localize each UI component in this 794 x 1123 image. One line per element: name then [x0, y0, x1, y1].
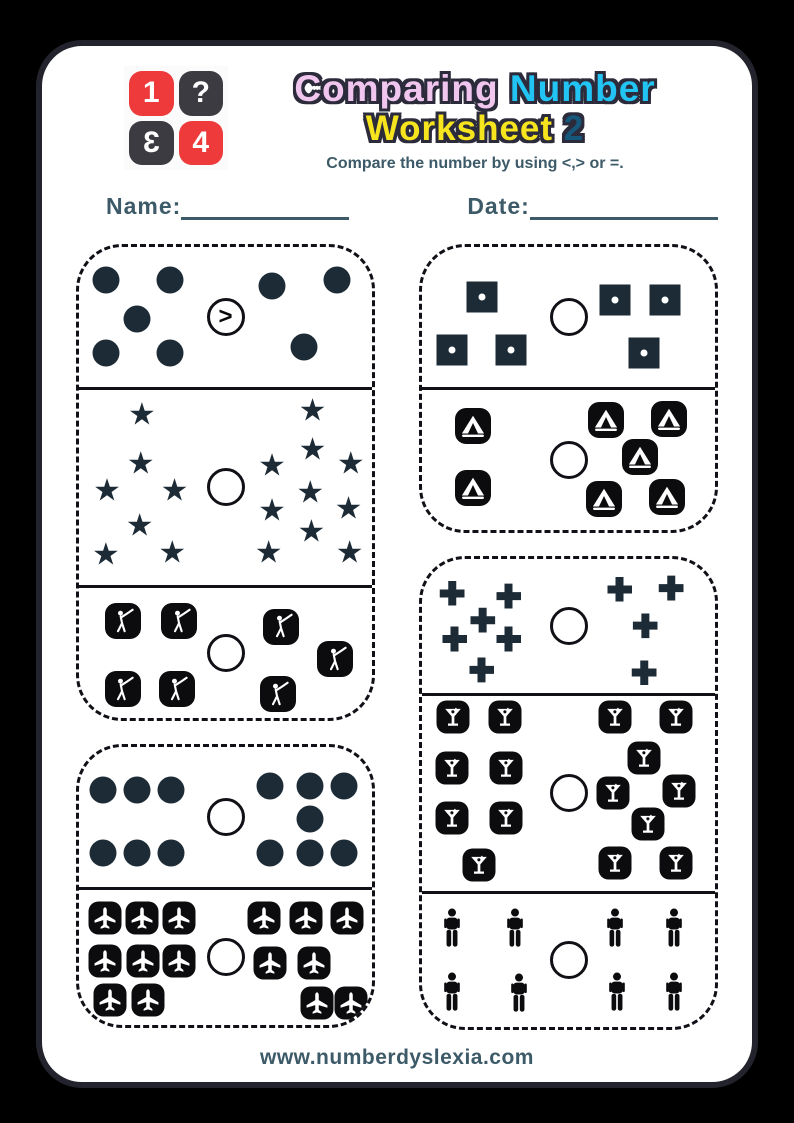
- number-logo: [124, 66, 228, 170]
- plus-icon: [440, 581, 465, 606]
- left-group: [432, 247, 545, 387]
- answer-circle[interactable]: [550, 774, 588, 812]
- airplane-icon: [289, 901, 322, 934]
- star-icon: ★: [127, 396, 156, 433]
- answer-circle-wrap: [202, 247, 250, 387]
- title-block: [228, 66, 722, 173]
- website-footer: www.numberdyslexia.com: [260, 1046, 534, 1069]
- answer-circle-wrap: [202, 890, 250, 1025]
- box-top-left: [76, 244, 375, 721]
- airplane-icon: [131, 984, 164, 1017]
- left-group: [432, 390, 545, 530]
- golfer-icon: [159, 671, 195, 707]
- airplane-icon: [163, 901, 196, 934]
- name-blank-line[interactable]: [181, 196, 349, 220]
- box-top-left-section-2-star: [79, 387, 372, 585]
- left-group: [89, 890, 202, 1025]
- logo-tile-2: ?: [179, 71, 224, 116]
- title-word-worksheet: Worksheet: [365, 109, 554, 149]
- dot-icon: [124, 777, 151, 804]
- dot-icon: [297, 840, 324, 867]
- airplane-icon: [125, 901, 158, 934]
- left-group: [89, 247, 202, 387]
- right-group: [250, 588, 363, 718]
- dot-icon: [290, 334, 317, 361]
- box-bottom-right: [419, 556, 718, 1030]
- square-dot-icon: [437, 335, 468, 366]
- tent-icon: [649, 479, 685, 515]
- airplane-icon: [253, 946, 286, 979]
- tent-icon: [455, 470, 491, 506]
- answer-circle-wrap: [202, 390, 250, 585]
- dot-icon: [158, 840, 185, 867]
- right-group: [250, 390, 363, 585]
- box-bottom-left-section-2-airplane: [79, 887, 372, 1025]
- dot-icon: [124, 840, 151, 867]
- answer-circle-wrap: [202, 747, 250, 887]
- right-group: [250, 747, 363, 887]
- answer-circle[interactable]: [207, 468, 245, 506]
- martini-icon: [490, 802, 523, 835]
- answer-circle[interactable]: [207, 634, 245, 672]
- star-icon: ★: [296, 474, 325, 511]
- answer-circle[interactable]: [550, 298, 588, 336]
- date-blank-line[interactable]: [530, 196, 718, 220]
- box-bottom-right-section-3-person: [422, 891, 715, 1027]
- martini-icon: [436, 802, 469, 835]
- answer-circle-wrap: [545, 559, 593, 693]
- star-icon: ★: [336, 445, 365, 482]
- tent-icon: [588, 402, 624, 438]
- star-icon: ★: [125, 507, 154, 544]
- left-group: [432, 894, 545, 1027]
- tent-icon: [455, 408, 491, 444]
- dot-icon: [297, 772, 324, 799]
- right-group: [593, 894, 706, 1027]
- answer-circle-wrap: [545, 894, 593, 1027]
- star-icon: ★: [254, 534, 283, 571]
- tent-icon: [586, 481, 622, 517]
- box-bottom-right-section-1-plus: [422, 559, 715, 693]
- martini-icon: [463, 849, 496, 882]
- box-top-right-section-2-tent: [422, 387, 715, 530]
- airplane-icon: [88, 901, 121, 934]
- left-column: [76, 244, 375, 1042]
- airplane-icon: [331, 901, 364, 934]
- person-icon: [505, 908, 525, 948]
- plus-icon: [442, 627, 467, 652]
- person-icon: [664, 908, 684, 948]
- answer-circle[interactable]: [550, 941, 588, 979]
- person-icon: [607, 972, 627, 1012]
- dot-icon: [157, 267, 184, 294]
- square-dot-icon: [649, 284, 680, 315]
- box-top-left-section-1-dot: [79, 247, 372, 387]
- airplane-icon: [301, 987, 334, 1020]
- box-top-right-section-1-square-dot: [422, 247, 715, 387]
- dot-icon: [92, 340, 119, 367]
- plus-icon: [470, 608, 495, 633]
- star-icon: ★: [298, 392, 327, 429]
- right-group: [250, 890, 363, 1025]
- left-group: [432, 696, 545, 891]
- dot-icon: [89, 840, 116, 867]
- person-icon: [509, 973, 529, 1013]
- martini-icon: [663, 775, 696, 808]
- name-field: [106, 193, 349, 220]
- page-title-line1: [228, 68, 722, 109]
- square-dot-icon: [629, 338, 660, 369]
- answer-circle[interactable]: [207, 798, 245, 836]
- box-bottom-left: [76, 744, 375, 1028]
- plus-icon: [469, 657, 494, 682]
- airplane-icon: [94, 984, 127, 1017]
- star-icon: ★: [258, 447, 286, 484]
- dot-icon: [297, 806, 324, 833]
- title-word-comparing: Comparing: [294, 68, 499, 109]
- square-dot-icon: [600, 284, 631, 315]
- tent-icon: [622, 439, 658, 475]
- airplane-icon: [163, 945, 196, 978]
- box-bottom-left-section-1-dot: [79, 747, 372, 887]
- star-icon: ★: [297, 513, 326, 550]
- plus-icon: [633, 613, 658, 638]
- dot-icon: [124, 306, 151, 333]
- right-group: [593, 559, 706, 693]
- star-icon: ★: [258, 492, 286, 529]
- airplane-icon: [127, 945, 160, 978]
- martini-icon: [489, 701, 522, 734]
- martini-icon: [628, 742, 661, 775]
- airplane-icon: [297, 946, 330, 979]
- golfer-icon: [263, 609, 299, 645]
- logo-tile-4: 4: [179, 121, 224, 166]
- answer-circle-wrap: [545, 696, 593, 891]
- person-icon: [605, 908, 625, 948]
- answer-circle[interactable]: [550, 441, 588, 479]
- person-icon: [664, 972, 684, 1012]
- plus-icon: [632, 660, 657, 685]
- title-word-number: Number: [509, 68, 656, 109]
- martini-icon: [599, 847, 632, 880]
- logo-tile-3: 3: [129, 121, 174, 166]
- plus-icon: [496, 584, 521, 609]
- star-icon: ★: [335, 534, 364, 571]
- square-dot-icon: [466, 282, 497, 313]
- dot-icon: [331, 840, 358, 867]
- worksheet-page: [36, 40, 758, 1088]
- right-column: [419, 244, 718, 1042]
- box-top-right: [419, 244, 718, 533]
- answer-circle-wrap: [202, 588, 250, 718]
- dot-icon: [259, 272, 286, 299]
- left-group: [89, 390, 202, 585]
- airplane-icon: [88, 945, 121, 978]
- dot-icon: [158, 777, 185, 804]
- title-worksheet-number: 2: [563, 109, 585, 149]
- date-field: [467, 193, 718, 220]
- box-top-left-section-3-golfer: [79, 585, 372, 718]
- martini-icon: [596, 777, 629, 810]
- golfer-icon: [161, 603, 197, 639]
- martini-icon: [659, 701, 692, 734]
- person-icon: [442, 972, 462, 1012]
- plus-icon: [659, 576, 684, 601]
- left-group: [89, 747, 202, 887]
- dot-icon: [256, 840, 283, 867]
- star-icon: ★: [334, 490, 363, 527]
- martini-icon: [490, 751, 523, 784]
- person-icon: [442, 908, 462, 948]
- left-group: [89, 588, 202, 718]
- martini-icon: [631, 808, 664, 841]
- header: [72, 66, 722, 173]
- name-label: Name:: [106, 192, 182, 219]
- plus-icon: [607, 577, 632, 602]
- dot-icon: [331, 772, 358, 799]
- left-group: [432, 559, 545, 693]
- answer-circle[interactable]: >: [207, 298, 245, 336]
- answer-circle[interactable]: [207, 938, 245, 976]
- date-label: Date:: [467, 192, 530, 219]
- right-group: [593, 696, 706, 891]
- name-date-row: [72, 193, 722, 220]
- dot-icon: [89, 777, 116, 804]
- worksheet-grid: [72, 244, 722, 1042]
- dot-icon: [256, 772, 283, 799]
- martini-icon: [436, 751, 469, 784]
- tent-icon: [651, 401, 687, 437]
- martini-icon: [659, 847, 692, 880]
- right-group: [593, 390, 706, 530]
- star-icon: ★: [160, 472, 189, 509]
- airplane-icon: [248, 901, 281, 934]
- star-icon: ★: [158, 534, 187, 571]
- dot-icon: [324, 267, 351, 294]
- logo-tile-1: 1: [129, 71, 174, 116]
- star-icon: ★: [298, 431, 327, 468]
- star-icon: ★: [126, 445, 155, 482]
- plus-icon: [496, 627, 521, 652]
- right-group: [593, 247, 706, 387]
- golfer-icon: [105, 671, 141, 707]
- star-icon: ★: [91, 536, 120, 573]
- martini-icon: [437, 701, 470, 734]
- martini-icon: [599, 701, 632, 734]
- page-title-line2: [228, 109, 722, 148]
- golfer-icon: [317, 641, 353, 677]
- dot-icon: [157, 340, 184, 367]
- box-bottom-right-section-2-martini: [422, 693, 715, 891]
- answer-circle-wrap: [545, 247, 593, 387]
- star-icon: ★: [93, 472, 121, 509]
- answer-circle[interactable]: [550, 607, 588, 645]
- dot-icon: [92, 267, 119, 294]
- instructions-text: Compare the number by using <,> or =.: [326, 154, 624, 172]
- square-dot-icon: [495, 335, 526, 366]
- airplane-icon: [334, 987, 367, 1020]
- golfer-icon: [105, 603, 141, 639]
- right-group: [250, 247, 363, 387]
- golfer-icon: [260, 676, 296, 712]
